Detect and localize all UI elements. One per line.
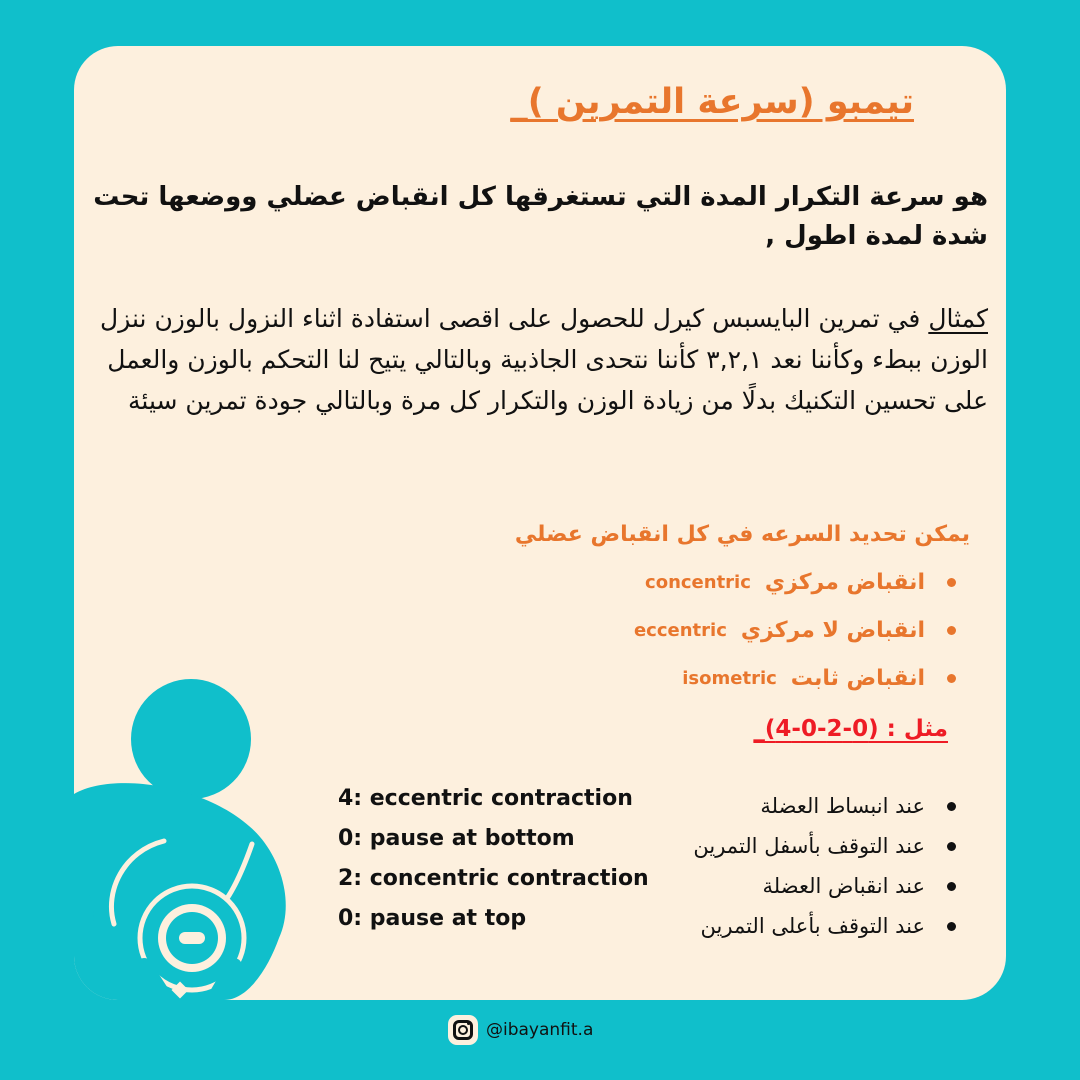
phase-ar: عند التوقف بأسفل التمرين <box>693 834 925 858</box>
instagram-handle[interactable]: @ibayanfit.a <box>486 1020 594 1040</box>
bullet-icon <box>947 578 956 587</box>
tempo-definition: هو سرعة التكرار المدة التي تستغرقها كل انقباض عضلي ووضعها تحت شدة لمدة اطول , <box>93 182 988 251</box>
list-item <box>634 606 956 654</box>
contraction-type-ar: انقباض مركزي <box>764 569 925 595</box>
contraction-types-list <box>634 558 956 702</box>
speed-heading: يمكن تحديد السرعه في كل انقباض عضلي <box>514 522 970 547</box>
list-item <box>693 866 956 906</box>
example-label: كمثال <box>928 304 988 333</box>
phases-list-en <box>338 782 649 942</box>
athlete-figure-icon <box>74 676 304 1000</box>
instagram-icon[interactable] <box>448 1015 478 1045</box>
contraction-type-ar: انقباض لا مركزي <box>740 617 925 643</box>
bullet-icon <box>947 842 956 851</box>
phase-ar: عند انبساط العضلة <box>760 794 925 818</box>
list-item <box>693 906 956 946</box>
phase-ar: عند انقباض العضلة <box>762 874 925 898</box>
example-text: في تمرين البايسبس كيرل للحصول على اقصى استفادة اثناء النزول بالوزن ننزل الوزن ببطء وكأننا نعد ٣,٢,١ كأننا نتحدى الجاذبية وبالتالي يتيح لنا التحكم بالوزن والعمل على تحسين التكنيك بدلًا من زيادة الوزن والتكرار كل مرة وبالتالي جودة تمرين سيئة <box>100 304 988 415</box>
bullet-icon <box>947 922 956 931</box>
contraction-type-en: concentric <box>645 571 751 593</box>
contraction-type-en: eccentric <box>633 619 727 641</box>
footer <box>448 1015 593 1045</box>
tempo-example-heading: مثل : (0-2-0-4)_ <box>753 716 948 742</box>
list-item <box>693 826 956 866</box>
bullet-icon <box>947 674 956 683</box>
contraction-type-en: isometric <box>682 667 777 689</box>
phase-en: 0: pause at top <box>338 906 527 931</box>
phase-en: 4: eccentric contraction <box>338 786 633 811</box>
example-paragraph <box>88 298 988 421</box>
list-item <box>634 654 956 702</box>
bullet-icon <box>947 802 956 811</box>
bullet-icon <box>947 882 956 891</box>
contraction-type-ar: انقباض ثابت <box>790 665 925 691</box>
bullet-icon <box>947 626 956 635</box>
phases-list-ar <box>693 786 956 946</box>
list-item <box>693 786 956 826</box>
phase-en: 2: concentric contraction <box>338 866 649 891</box>
phase-en: 0: pause at bottom <box>338 826 575 851</box>
phase-ar: عند التوقف بأعلى التمرين <box>700 914 925 938</box>
list-item <box>634 558 956 606</box>
content-card <box>74 46 1006 1000</box>
page-title: تيمبو (سرعة التمرين )_ <box>510 82 914 122</box>
